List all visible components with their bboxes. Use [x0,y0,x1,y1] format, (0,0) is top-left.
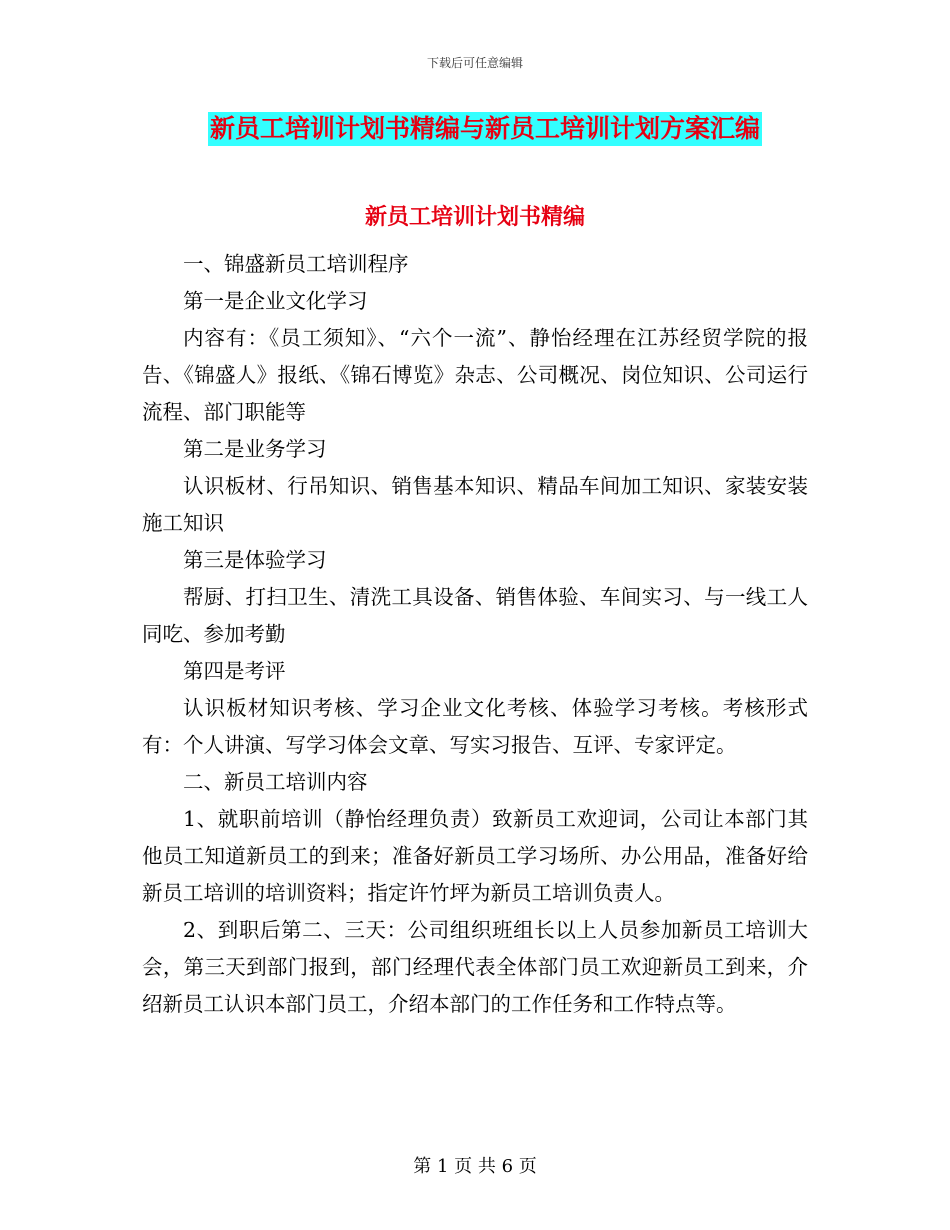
document-subtitle: 新员工培训计划书精编 [364,204,585,230]
paragraph: 第三是体验学习 [183,548,327,572]
page-number: 第 1 页 共 6 页 [413,1156,537,1177]
document-title: 新员工培训计划书精编与新员工培训计划方案汇编 [208,112,762,146]
paragraph: 二、新员工培训内容 [183,770,368,794]
document-body [142,246,808,1023]
paragraph: 1、就职前培训（静怡经理负责）致新员工欢迎词，公司让本部门其他员工知道新员工的到来；准备好新员工学习场所、办公用品，准备好给新员工培训的培训资料；指定许竹坪为新员工培训负责人。 [142,807,808,905]
paragraph: 第一是企业文化学习 [183,289,368,313]
page-header-note: 下载后可任意编辑 [426,56,523,70]
paragraph: 认识板材、行吊知识、销售基本知识、精品车间加工知识、家装安装施工知识 [142,474,808,535]
paragraph: 2、到职后第二、三天：公司组织班组长以上人员参加新员工培训大会，第三天到部门报到，部门经理代表全体部门员工欢迎新员工到来，介绍新员工认识本部门员工，介绍本部门的工作任务和工作特点等。 [142,918,808,1016]
paragraph: 第二是业务学习 [183,437,327,461]
paragraph: 内容有：《员工须知》、“六个一流”、静怡经理在江苏经贸学院的报告、《锦盛人》报纸、《锦石博览》杂志、公司概况、岗位知识、公司运行流程、部门职能等 [142,326,808,424]
paragraph: 帮厨、打扫卫生、清洗工具设备、销售体验、车间实习、与一线工人同吃、参加考勤 [142,585,808,646]
paragraph: 第四是考评 [183,659,286,683]
paragraph: 认识板材知识考核、学习企业文化考核、体验学习考核。考核形式有：个人讲演、写学习体会文章、写实习报告、互评、专家评定。 [142,696,808,757]
paragraph: 一、锦盛新员工培训程序 [183,252,409,276]
